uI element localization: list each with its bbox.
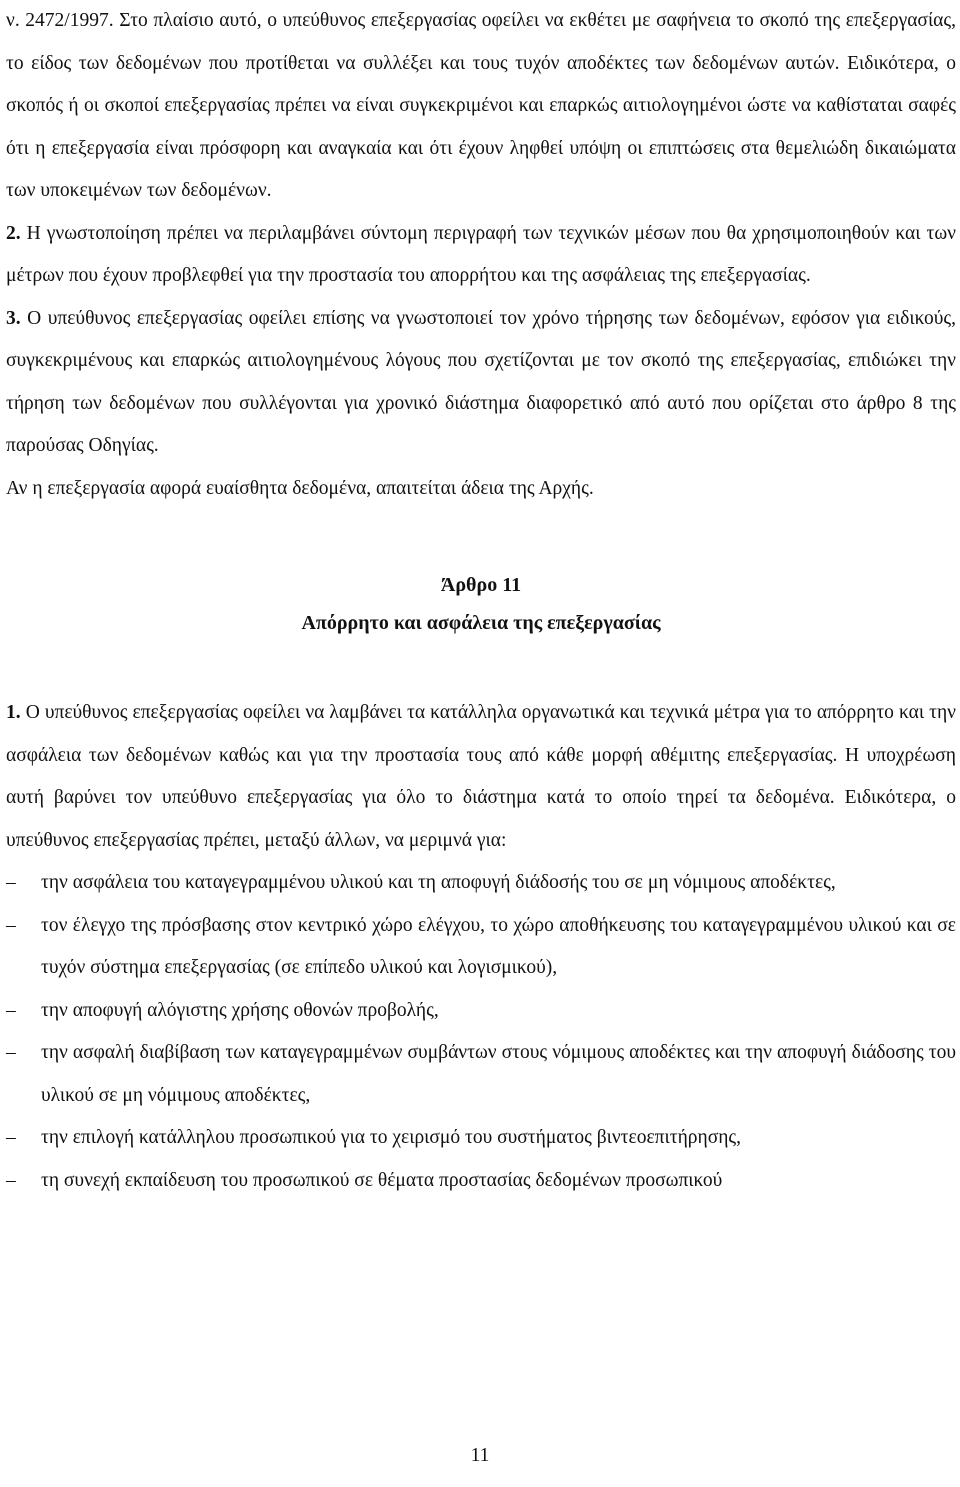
list-item-text: την αποφυγή αλόγιστης χρήσης οθονών προβολής, — [41, 999, 439, 1021]
list-item-text: την επιλογή κατάλληλου προσωπικού για το χειρισμό του συστήματος βιντεοεπιτήρησης, — [41, 1127, 742, 1148]
bullet-dash: – — [6, 1169, 16, 1191]
paragraph-number: 3. — [6, 307, 21, 329]
list-item-text: την ασφάλεια του καταγεγραμμένου υλικού και τη αποφυγή διάδοσής του σε μη νόμιμους αποδέκτες, — [41, 872, 836, 893]
list-item — [6, 905, 956, 990]
spacer — [6, 510, 956, 566]
bullet-dash: – — [6, 1042, 16, 1063]
list-item — [6, 990, 956, 1033]
paragraph-text: Αν η επεξεργασία αφορά ευαίσθητα δεδομένα, απαιτείται άδεια της Αρχής. — [6, 477, 594, 499]
paragraph-2 — [6, 213, 956, 298]
list-item — [6, 1032, 956, 1117]
paragraph-3 — [6, 298, 956, 468]
list-item-text: τη συνεχή εκπαίδευση του προσωπικού σε θέματα προστασίας δεδομένων προσωπικού — [41, 1169, 723, 1191]
article-paragraph-1 — [6, 692, 956, 862]
bullet-dash: – — [6, 914, 16, 936]
list-item-text: τον έλεγχο της πρόσβασης στον κεντρικό χώρο ελέγχου, το χώρο αποθήκευσης του καταγεγραμμένου υλικού και σε τυχόν σύστημα επεξεργασίας (σε επίπεδο υλικού και λογισμικού), — [41, 914, 956, 978]
list-item — [6, 862, 956, 905]
list-item — [6, 1117, 956, 1160]
measures-list — [6, 862, 956, 1202]
paragraph-number: 2. — [6, 222, 21, 244]
paragraph-text: Ο υπεύθυνος επεξεργασίας οφείλει να λαμβάνει τα κατάλληλα οργανωτικά και τεχνικά μέτρα για το απόρρητο και την ασφάλεια των δεδομένων καθώς και για την προστασία τους από κάθε μορφή αθέμιτης επεξεργασίας. Η υποχρέωση αυτή βαρύνει τον υπεύθυνο επεξεργασίας για όλο το διάστημα κατά το οποίο τηρεί τα δεδομένα. Ειδικότερα, ο υπεύθυνος επεξεργασίας πρέπει, μεταξύ άλλων, να μεριμνά για: — [6, 702, 956, 851]
list-item-text: την ασφαλή διαβίβαση των καταγεγραμμένων συμβάντων στους νόμιμους αποδέκτες και την αποφυγή διάδοσης του υλικού σε μη νόμιμους αποδέκτες, — [41, 1042, 956, 1106]
bullet-dash: – — [6, 999, 16, 1021]
bullet-dash: – — [6, 872, 16, 893]
bullet-dash: – — [6, 1127, 16, 1148]
list-item — [6, 1160, 956, 1203]
paragraph-text: Ο υπεύθυνος επεξεργασίας οφείλει επίσης να γνωστοποιεί τον χρόνο τήρησης των δεδομένων, εφόσον για ειδικούς, συγκεκριμένους και επαρκώς αιτιολογημένους λόγους που σχετίζονται με τον σκοπό της επεξεργασίας, επιδιώκει την τήρηση των δεδομένων που συλλέγονται για χρονικό διάστημα διαφορετικό από αυτό που ορίζεται στο άρθρο 8 της παρούσας Οδηγίας. — [6, 307, 957, 456]
page-number: 11 — [470, 1445, 490, 1466]
article-subtitle: Απόρρητο και ασφάλεια της επεξεργασίας — [301, 612, 661, 634]
paragraph-text: Η γνωστοποίηση πρέπει να περιλαμβάνει σύντομη περιγραφή των τεχνικών μέσων που θα χρησιμοποιηθούν και των μέτρων που έχουν προβλεφθεί για την προστασία του απορρήτου και της ασφάλειας της επεξεργασίας. — [6, 222, 956, 286]
spacer — [6, 642, 956, 692]
paragraph-4 — [6, 468, 956, 511]
paragraph-intro — [6, 0, 956, 213]
paragraph-text: ν. 2472/1997. Στο πλαίσιο αυτό, ο υπεύθυνος επεξεργασίας οφείλει να εκθέτει με σαφήνεια το σκοπό της επεξεργασίας, το είδος των δεδομένων που προτίθεται να συλλέξει και τους τυχόν αποδέκτες των δεδομένων αυτών. Ειδικότερα, ο σκοπός ή οι σκοποί επεξεργασίας πρέπει να είναι συγκεκριμένοι και επαρκώς αιτιολογημένοι ώστε να καθίσταται σαφές ότι η επεξεργασία είναι πρόσφορη και αναγκαία και ότι έχουν ληφθεί υπόψη οι επιπτώσεις στα θεμελιώδη δικαιώματα των υποκειμένων των δεδομένων. — [6, 10, 956, 201]
paragraph-number: 1. — [6, 702, 21, 723]
article-title: Άρθρο 11 — [440, 574, 522, 596]
